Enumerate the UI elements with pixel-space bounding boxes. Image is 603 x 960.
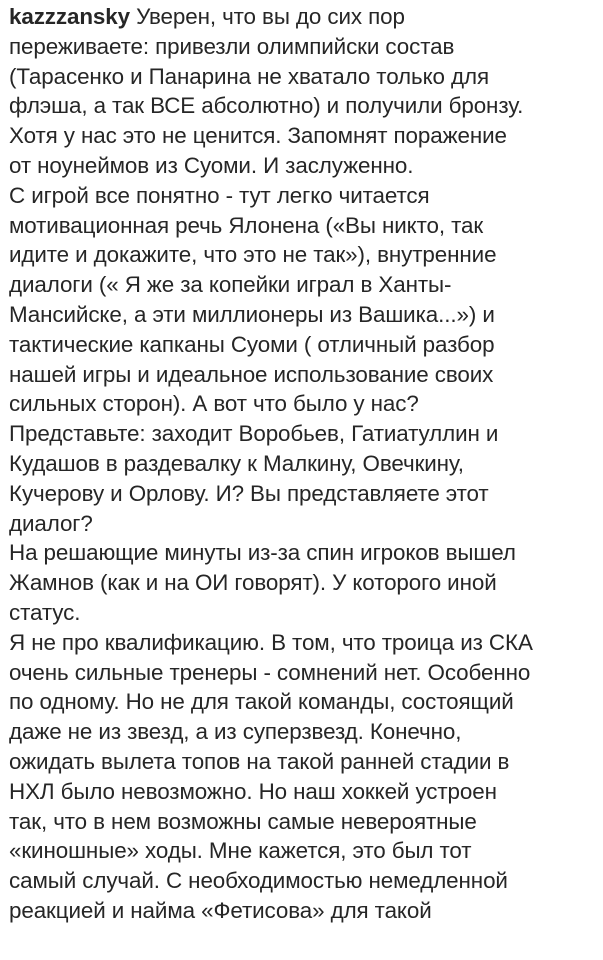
comment-line: сильных сторон). А вот что было у нас?: [9, 391, 419, 417]
comment-line: Представьте: заходит Воробьев, Гатиатуллин и: [9, 421, 499, 447]
comment-line: (Тарасенко и Панарина не хватало только для: [9, 63, 489, 89]
comment-line: даже не из звезд, а из суперзвезд. Конечно,: [9, 719, 462, 745]
comment-line: очень сильные тренеры - сомнений нет. Особенно: [9, 659, 531, 685]
comment-line: статус.: [9, 599, 81, 625]
comment-line: тактические капканы Суоми ( отличный разбор: [9, 331, 495, 357]
comment-line: Кучерову и Орлову. И? Вы представляете этот: [9, 480, 489, 506]
comment-line-1: [9, 2, 599, 32]
comment-line: так, что в нем возможны самые невероятные: [9, 808, 477, 834]
comment-line: Жамнов (как и на ОИ говорят). У которого иной: [9, 570, 497, 596]
comment-line: переживаете: привезли олимпийски состав: [9, 33, 455, 59]
comment-line: Мансийске, а эти миллионеры из Вашика...») и: [9, 301, 495, 327]
comment-line: самый случай. С необходимостью немедленной: [9, 868, 508, 894]
comment-line: НХЛ было невозможно. Но наш хоккей устроен: [9, 778, 497, 804]
comment-line: идите и докажите, что это не так»), внутренние: [9, 242, 497, 268]
comment-line: нашей игры и идеальное использование своих: [9, 361, 494, 387]
comment-line: Я не про квалификацию. В том, что троица из СКА: [9, 629, 533, 655]
comment-line: Кудашов в раздевалку к Малкину, Овечкину,: [9, 450, 464, 476]
comment-line: Хотя у нас это не ценится. Запомнят поражение: [9, 123, 507, 149]
comment-line: С игрой все понятно - тут легко читается: [9, 182, 430, 208]
comment-line: реакцией и найма «Фетисова» для такой: [9, 897, 432, 923]
comment-line: мотивационная речь Ялонена («Вы никто, так: [9, 212, 484, 238]
comment-line: по одному. Но не для такой команды, состоящий: [9, 689, 514, 715]
comment-line: диалоги (« Я же за копейки играл в Ханты-: [9, 272, 452, 298]
comment-line: флэша, а так ВСЕ абсолютно) и получили бронзу.: [9, 93, 524, 119]
comment-line: «киношные» ходы. Мне кажется, это был тот: [9, 838, 472, 864]
comment-line: На решающие минуты из-за спин игроков вышел: [9, 540, 516, 566]
comment-body: [9, 2, 599, 926]
comment-line: ожидать вылета топов на такой ранней стадии в: [9, 748, 510, 774]
comment-username[interactable]: kazzzansky: [9, 4, 130, 29]
comment-text-start: Уверен, что вы до сих пор: [129, 4, 405, 29]
comment-line: от ноунеймов из Суоми. И заслуженно.: [9, 152, 414, 178]
comment-line: диалог?: [9, 510, 93, 536]
